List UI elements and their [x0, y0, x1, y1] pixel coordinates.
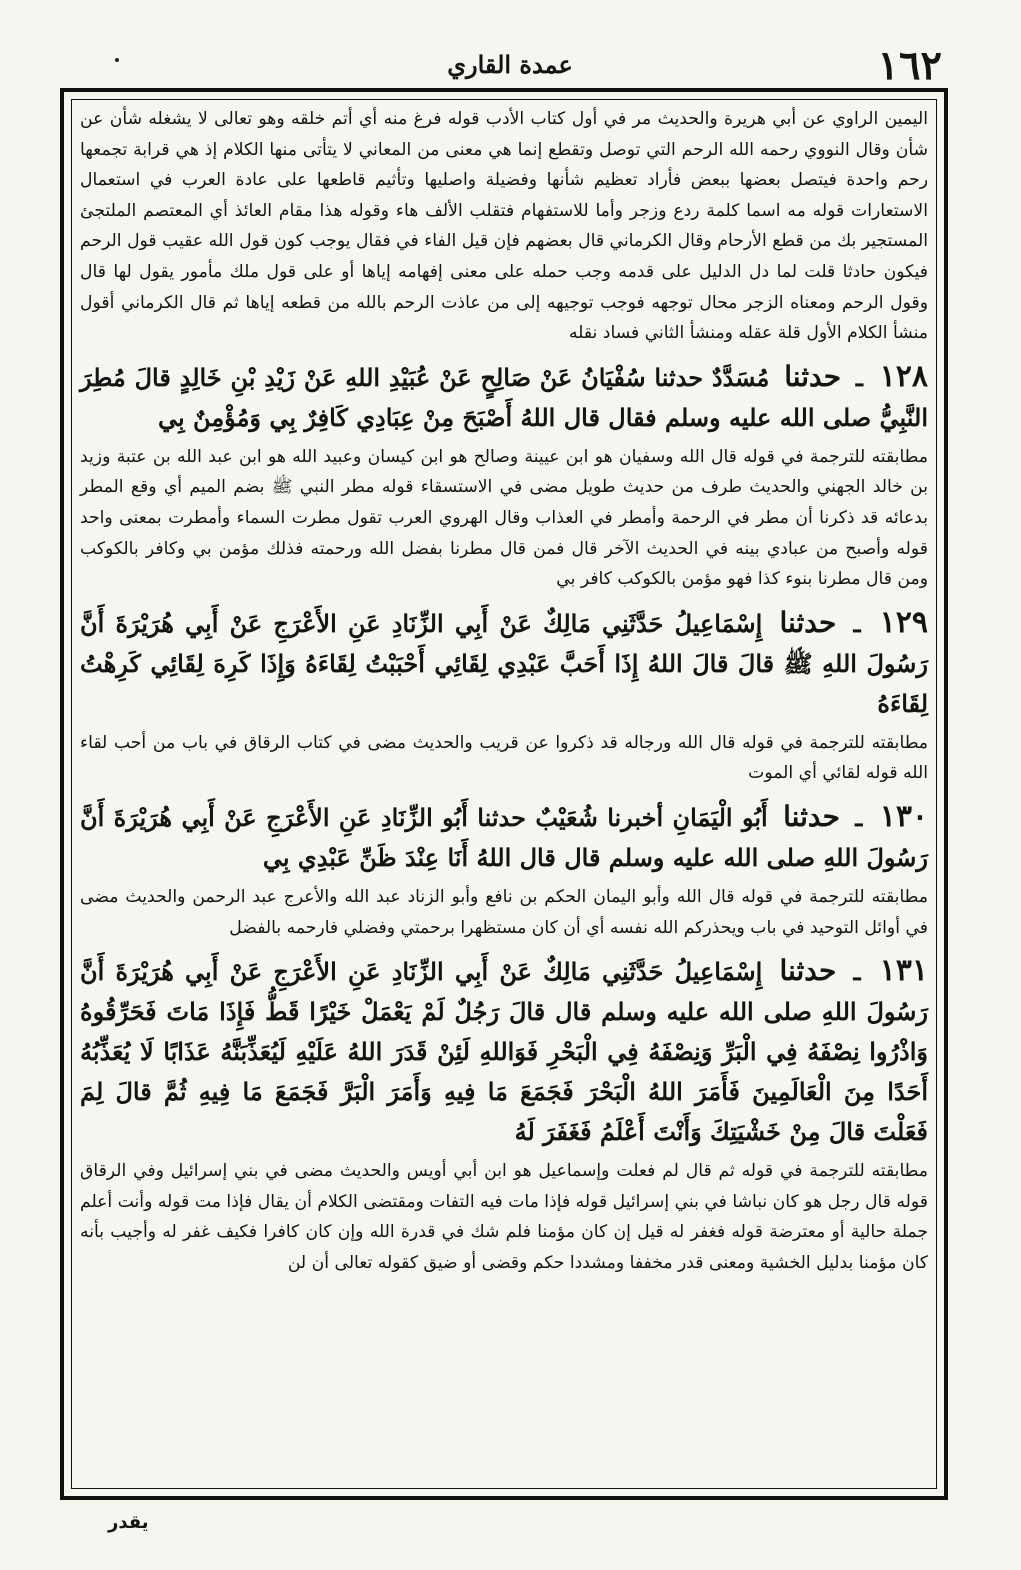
hadith-dash: ـ	[855, 802, 863, 832]
haddathana-keyword: حدثنا	[784, 359, 842, 393]
hadith-129	[76, 595, 932, 728]
hadith-dash: ـ	[853, 957, 861, 987]
hadith-130	[76, 789, 932, 882]
haddathana-keyword: حدثنا	[783, 799, 840, 833]
hadith-text: أَبُو الْيَمَانِ أخبرنا شُعَيْبٌ حدثنا أَبُو الزِّنَادِ عَنِ الأَعْرَجِ عَنْ أَبِي هُرَيْرَةَ أَنَّ رَسُولَ اللهِ صلى الله عليه وسلم قال قال اللهُ أَنَا عِنْدَ ظَنِّ عَبْدِي بِي	[80, 802, 928, 872]
hadith-number: ١٢٨	[879, 358, 929, 394]
page-header	[60, 44, 960, 90]
hadith-128	[76, 349, 932, 442]
hadith-number: ١٢٩	[879, 604, 928, 640]
hadith-number: ١٣٠	[879, 798, 929, 834]
hadith-131	[76, 943, 932, 1156]
commentary-paragraph: مطابقته للترجمة في قوله ثم قال لم فعلت وإسماعيل هو ابن أبي أويس والحديث مضى في بني إسرائيل وفي الرقاق قوله قال رجل هو كان نباشا في بني إسرائيل قوله فإذا مات فيه التفات ومقتضى الكلام أن يقال فإذا مت قوله وأنت أعلم جملة حالية أو معترضة قوله فغفر له قيل إن كان مؤمنا فلم شك في قدرة الله وإن كان كافرا فكيف غفر له وأجيب بأنه كان مؤمنا بدليل الخشية ومعنى قدر مخففا ومشددا حكم وقضى أو ضيق كقوله تعالى أن لن	[80, 1161, 928, 1273]
hadith-text: إِسْمَاعِيلُ حَدَّثَنِي مَالِكٌ عَنْ أَبِي الزِّنَادِ عَنِ الأَعْرَجِ عَنْ أَبِي هُرَيْرَةَ أَنَّ رَسُولَ اللهِ صلى الله عليه وسلم قال قالَ رَجُلٌ لَمْ يَعْمَلْ خَيْرًا قَطُّ فَإِذَا مَاتَ فَحَرِّقُوهُ وَاذْرُوا نِصْفَهُ فِي الْبَرِّ وَنِصْفَهُ فِي الْبَحْرِ فَوَاللهِ لَئِنْ قَدَرَ اللهُ عَلَيْهِ لَيُعَذِّبَنَّهُ عَذَابًا لَا يُعَذِّبُهُ أَحَدًا مِنَ الْعَالَمِينَ فَأَمَرَ اللهُ الْبَحْرَ فَجَمَعَ مَا فِيهِ وَأَمَرَ الْبَرَّ فَجَمَعَ مَا فِيهِ ثُمَّ قالَ لِمَ فَعَلْتَ قالَ مِنْ خَشْيَتِكَ وَأَنْتَ أَعْلَمُ فَغَفَرَ لَهُ	[80, 957, 928, 1147]
page-content	[76, 104, 932, 1484]
haddathana-keyword: حدثنا	[779, 605, 837, 639]
catchword: يقدر	[108, 1512, 149, 1533]
hadith-dash: ـ	[853, 608, 861, 638]
commentary-paragraph: اليمين الراوي عن أبي هريرة والحديث مر في أول كتاب الأدب قوله فرغ منه أي أتم خلقه وهو تعالى لا يشغله شأن عن شأن وقال النووي رحمه الله الرحم التي توصل وتقطع إنما هي معنى من المعاني لا يتأتى منها الكلام إذ هي قرابة تجمعها رحم واحدة فيتصل بعضها ببعض فأراد تعظيم شأنها وفضيلة واصليها وتأثيم قاطعها على عادة العرب في استعمال الاستعارات قوله مه اسما كلمة ردع وزجر وأما للاستفهام فتقلب الألف هاء وقوله هذا مقام العائذ أي المعتصم الملتجئ المستجير بك من قطع الأرحام وقال الكرماني قال بعضهم فإن قيل الفاء في فقال يوجب كون قول الله عقيب قول الرحم فيكون حادثا قلت لما دل الدليل على قدمه وجب حمله على معنى إفهامه إياها أو على قول ملك مأمور يقول لها قال وقول الرحم ومعناه الزجر محال توجهه فوجب توجيهه إلى من عاذت الرحم بالله من قطعه إياها ثم قال الكرماني أقول منشأ الكلام الأول قلة عقله ومنشأ الثاني فساد نقله	[80, 109, 928, 344]
hadith-dash: ـ	[855, 362, 863, 392]
hadith-text: إِسْمَاعِيلُ حَدَّثَنِي مَالِكٌ عَنْ أَبِي الزِّنَادِ عَنِ الأَعْرَجِ عَنْ أَبِي هُرَيْرَةَ أَنَّ رَسُولَ اللهِ ﷺ قالَ قالَ اللهُ إِذَا أَحَبَّ عَبْدِي لِقَائِي أَحْبَبْتُ لِقَاءَهُ وَإِذَا كَرِهَ لِقَائِي كَرِهْتُ لِقَاءَهُ	[80, 608, 928, 718]
hadith-text: مُسَدَّدٌ حدثنا سُفْيَانُ عَنْ صَالِحٍ عَنْ عُبَيْدِ اللهِ عَنْ زَيْدِ بْنِ خَالِدٍ قالَ مُطِرَ النَّبِيُّ صلى الله عليه وسلم فقال قال اللهُ أَصْبَحَ مِنْ عِبَادِي كَافِرٌ بِي وَمُؤْمِنٌ بِي	[80, 362, 928, 432]
running-title: عمدة القاري	[447, 50, 573, 79]
commentary-paragraph: مطابقته للترجمة في قوله قال الله وسفيان هو ابن عيينة وصالح هو ابن كيسان وعبيد الله هو ابن عبد الله بن عتبة وزيد بن خالد الجهني والحديث طرف من حديث طويل مضى في الاستسقاء قوله مطر النبي ﷺ بضم الميم أي وقع المطر بدعائه قد ذكرنا أن مطر في الرحمة وأمطر في العذاب وقال الهروي العرب تقول مطرت السماء وأمطرت بمعنى واحد قوله وأصبح من عبادي بينه في الحديث الآخر قال فمن قال مطرنا بفضل الله ورحمته فذلك مؤمن بي وكافر بالكوكب ومن قال مطرنا بنوء كذا فهو مؤمن بالكوكب كافر بي	[80, 446, 928, 590]
page-number: ١٦٢	[877, 42, 942, 89]
hadith-number: ١٣١	[879, 953, 928, 989]
commentary-paragraph: مطابقته للترجمة في قوله قال الله وأبو اليمان الحكم بن نافع وأبو الزناد عبد الله والأعرج عبد الرحمن والحديث مضى في أوائل التوحيد في باب ويحذركم الله نفسه أي أن كان مستظهرا برحمتي وفضلي فارحمه بالفضل	[80, 886, 928, 938]
haddathana-keyword: حدثنا	[779, 954, 837, 988]
commentary-paragraph: مطابقته للترجمة في قوله قال الله ورجاله قد ذكروا عن قريب والحديث مضى في كتاب الرقاق في باب من أحب لقاء الله قوله لقائي أي الموت	[80, 732, 928, 784]
